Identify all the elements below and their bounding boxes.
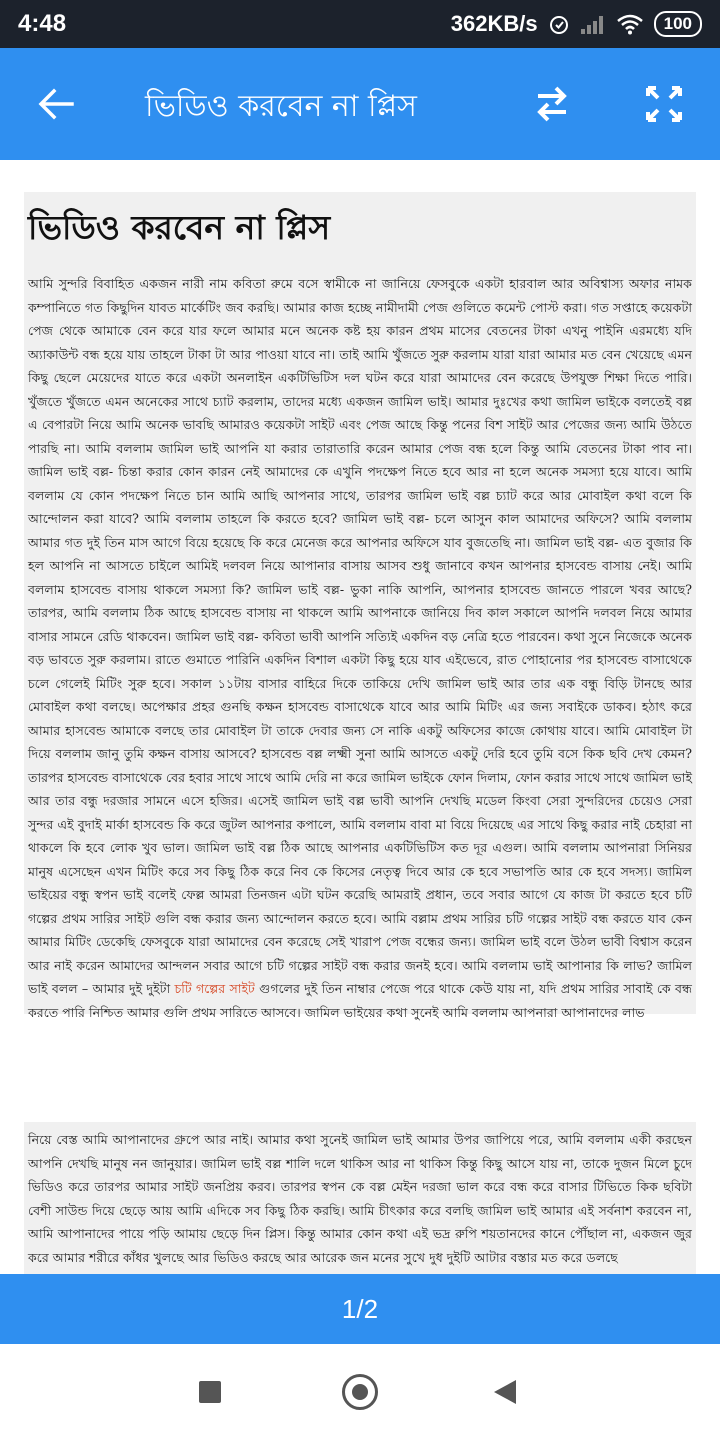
alarm-icon xyxy=(548,13,570,35)
nav-back-icon[interactable] xyxy=(494,1380,516,1404)
network-speed: 362KB/s xyxy=(450,11,538,36)
back-arrow-icon[interactable] xyxy=(36,84,76,124)
status-indicators xyxy=(451,10,702,38)
app-bar xyxy=(0,48,720,160)
story-text-part: আমি সুন্দরি বিবাহিত একজন নারী নাম কবিতা রুমে বসে স্বামীকে না জানিয়ে ফেসবুকে একটা হারবাল আর অবিশ্বাস্য অফার নামক কম্পানিতে গত কিছুদিন যাবত মার্কেটিং জব করছি। আমার কাজ হচ্ছে নামীদামী পেজ গুলিতে কমেন্ট পোস্ট করা। গত সপ্তাহে কয়েকটা পেজ থেকে আমাকে বেন করে যার ফলে আমার মনে অনেক কষ্ট হয় কারন প্রথম মাসের বেতনের টাকা এখনু পাইনি এরমধ্যে যদি অ্যাকাউন্ট বন্ধ হয়ে যায় তাহলে টাকা টা আর পাওয়া যাবে না। তাই আমি খুঁজতে সুরু করলাম যারা যারা আমার মত বেন খেয়েছে এমন কিছু ছেলে মেয়েদের যাতে করে একটা অনলাইন একটিভিটিস দল ঘটন করে যারা আমাদের বেন করেছে উপযুক্ত শিক্ষা দিতে পারি। খুঁজতে খুঁজতে এমন অনেকের সাথে চ্যাট করলাম, তাদের মধ্যে একজন জামিল ভাই। আমার দুঃখের কথা জামিল ভাইকে বলতেই বল্ল এ বেপারটা নিয়ে আমি অনেক ভাবছি আমারও কয়েকটা সাইট এবং পেজ আছে কিন্তু পনের বিশ সাইট আর পেজের জন্য আমি উঠতে পারছি না। আমি বললাম জামিল ভাই আপনি যা করার তারাতারি করেন আমার পেজ বন্ধ হলে কিন্তু আমি বেতনের টাকা পাব না। জামিল ভাই বল্ল- চিন্তা করার কোন কারন নেই আমাদের কে এখুনি পদক্ষেপ নিতে হবে আর না হলে অনেক সমস্যা হয়ে যাবে। আমি বললাম যে কোন পদক্ষেপ নিতে চান আমি আছি আপনার সাথে, তারপর জামিল ভাই বল্ল চ্যাট করে আর মোবাইল কথা বলে কি আন্দোলন করা যাবে? আমি বললাম তাহলে কি করতে হবে? জামিল ভাই বল্ল- চলে আসুন কাল আমাদের অফিসে? আমি বললাম আমার গত দুই তিন মাস আগে বিয়ে হয়েছে কি করে মেনেজ করে আপনার অফিসে যাব বুজতেছি না। জামিল ভাই বল্ল- এত বুজার কি হল আপনি না আসতে চাইলে আমিই দলবল নিয়ে আপানার বাসায় আসব শুধু জানাবে কখন আপনার হাসবেন্ড বাসায় নেই। আমি বললাম হাসবেন্ড বাসায় থাকলে সমস্যা কি? জামিল ভাই বল্ল- ভুকা নাকি আপনি, আপনার হাসবেন্ড জানতে পারলে খবর আছে? তারপর, আমি বললাম ঠিক আছে হাসবেন্ড বাসায় না থাকলে আমি আপনাকে জানিয়ে দিব কাল সকালে আপনি দলবল নিয়ে আমার বাসার সামনে রেডি থাকবেন। জামিল ভাই বল্ল- কবিতা ভাবী আপনি সত্যিই একদিন বড় নেত্রি হতে পারবেন। কথা সুনে নিজেকে অনেক বড় ভাবতে সুরু করলাম। রাতে গুমাতে পারিনি একদিন বিশাল একটা কিছু হয়ে যাব এইভেবে, রাত পোহানোর পর হাসবেন্ড বাসাথেকে চলে গেলেই মিটিং সুরু হবে। সকাল ১১টায় বাসার বাহিরে দিকে তাকিয়ে দেখি জামিল ভাই আর তার এক বন্ধু বিড়ি টানছে আর মোবাইল কথা বলছে। অপেক্ষার প্রহর গুনছি কক্ষন হাসবেন্ড বাসাথেকে যাবে আর আমি মিটিং এর জন্য সবাইকে ডাকব। হঠাৎ করে আমার হাসবেন্ড আমাকে বলছে তার মোবাইল টা তাকে দেবার জন্য সে নাকি একটু অফিসের কাজে কোথায় যাবে। আমি মোবাইল টা দিয়ে বললাম জানু তুমি কক্ষন বাসায় আসবে? হাসবেন্ড বল্ল লক্ষ্মী সুনা আমি আসতে একটু দেরি হবে তুমি বসে কিক ছবি দেখ কেমন? তারপর হাসবেন্ড বাসাথেকে বের হবার সাথে সাথে আমি দেরি না করে জামিল ভাইকে ফোন দিলাম, ফোন করার সাথে সাথে জামিল ভাই আর তার বন্ধু দরজার সামনে এসে হজির। এসেই জামিল ভাই বল্ল ভাবী আপনি দেখছি মডেল কিংবা সেরা সুন্দরিদের চেয়েও সেরা সুন্দর এই বুদাই মার্কা হাসবেন্ড কি করে জুটল আপনার কপালে, আমি বললাম বাবা মা বিয়ে দিয়েছে এর সাথে কিছু করার নাই চেহারা না থাকলে কি হবে লোক খুব ভাল। জামিল ভাই বল্ল ঠিক আছে আপনার একটিভিটিস কত দূর এগুল। আমি বললাম আপনারা সিনিয়র মানুষ এসেছেন এখন মিটিং করে সব কিছু ঠিক করে নিব কে কিসের নেতৃত্ব দিবে আর কে হবে সভাপতি আর কে হবে সদস্য। জামিল ভাইয়ের বন্ধু স্বপন ভাই বলেই ফেল্ল আমরা তিনজন এটা ঘটন করেছি আমরাই প্রধান, তবে সবার আগে যে কাজ টা করতে হবে চটি গল্পের প্রথম সারির সাইট গুলি বন্ধ করার জন্য আন্দোলন করতে হবে। আমি বল্লাম প্রথম সারির চটি গল্পের সাইট বন্ধ করতে যাব কেন আমার মিটিং ডেকেছি ফেসবুকে যারা আমাদের বেন করেছে সেই খারাপ পেজ বন্ধের জন্য। জামিল ভাই বলে উঠল ভাবী বিশ্বাস করেন আর নাই করেন আমাদের আন্দলন সবার আগে চটি গল্পের সাইট বন্ধ করার জনই হবে। আমি বললাম ভাই আপানার কি লাভ? জামিল ভাই বলল – আমার দুই দুইটা xyxy=(28,276,693,996)
home-icon[interactable] xyxy=(342,1374,378,1410)
fullscreen-icon[interactable] xyxy=(644,84,684,124)
story-heading: ভিডিও করবেন না প্লিস xyxy=(28,208,331,247)
recents-icon[interactable] xyxy=(199,1381,221,1403)
page-title: ভিডিও করবেন না প্লিস xyxy=(145,89,417,124)
document-page-1 xyxy=(24,192,696,1020)
swap-orientation-icon[interactable] xyxy=(530,84,574,124)
status-time: 4:48 xyxy=(18,10,67,37)
signal-icon xyxy=(580,13,606,35)
status-bar xyxy=(0,0,720,48)
story-link[interactable]: চটি গল্পের সাইট xyxy=(174,981,255,996)
story-body xyxy=(28,272,692,1024)
document-page-2 xyxy=(24,1122,696,1274)
document-viewer[interactable] xyxy=(0,160,720,1274)
system-nav-bar xyxy=(0,1344,720,1440)
story-body-continued: নিয়ে বেস্ত আমি আপানাদের গ্রুপে আর নাই। আমার কথা সুনেই জামিল ভাই আমার উপর জাপিয়ে পরে, আমি বললাম একী করছেন আপনি দেখছি মানুষ নন জানুয়ার। জামিল ভাই বল্ল শালি দলে থাকিস আর না থাকিস কিন্তু কিছু আসে যায় না, তাকে দুজন মিলে চুদে ভিডিও করে তারপর আমার সাইট জনপ্রিয় করব। তারপর স্বপন কে বল্ল মেইন দরজা ভাল করে বন্ধ করে বাসার টিভিতে কিক ছবিটা বেশী সাউন্ড দিয়ে ছেড়ে আয় আমি এদিকে সব কিছু ঠিক করছি। আমি চীৎকার করে বলছি জামিল ভাই আমার এই সর্বনাশ করবেন না, আমি আপানাদের পায়ে পড়ি আমায় ছেড়ে দিন প্লিস। কিন্তু আমার কোন কথা এই ভদ্র রুপি শয়তানদের কানে পৌঁছাল না, একজন জুর করে আমার শরীরে কাঁধর খুলছে আর ভিডিও করছে আর আরেক জন মনের সুখে দুধ দুইটি আটার বস্তার মত করে ডলছে xyxy=(28,1132,692,1265)
wifi-icon xyxy=(616,13,644,35)
battery-indicator: 100 xyxy=(654,11,702,37)
story-text-part: গুগলের দুই তিন নাম্বার পেজে পরে থাকে কেউ যায় না, যদি প্রথম সারির সাবাই কে বন্ধ করতে পারি নিশ্চিত আমার গুলি প্রথম সারিতে আসবে। জামিল ভাইয়ের কথা সুনেই আমি বললাম আপনারা আপানাদের লাভ xyxy=(28,981,693,1020)
page-indicator: 1/2 xyxy=(0,1274,720,1344)
